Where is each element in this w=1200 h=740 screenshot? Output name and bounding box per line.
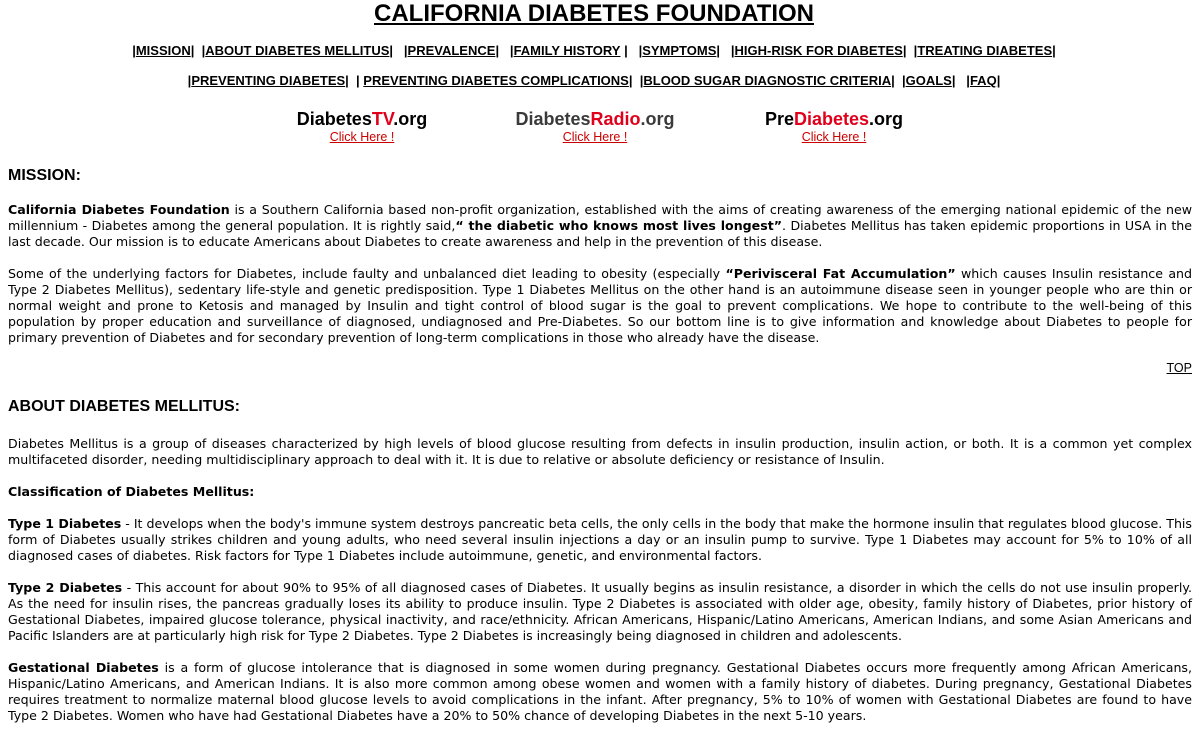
- nav-link-mission[interactable]: MISSION: [135, 43, 191, 58]
- nav-link-treating-diabetes[interactable]: TREATING DIABETES: [917, 43, 1053, 58]
- diabetestv-logo[interactable]: DiabetesTV.org: [296, 109, 428, 129]
- diabetestv-logo-block: [262, 109, 462, 145]
- nav-link-prevalence[interactable]: PREVALENCE: [407, 43, 496, 58]
- gestational-label: Gestational Diabetes: [8, 660, 159, 675]
- foundation-name: California Diabetes Foundation: [8, 202, 230, 217]
- nav-link-goals[interactable]: GOALS: [905, 73, 952, 88]
- diabetesradio-logo[interactable]: DiabetesRadio.org: [515, 109, 675, 129]
- back-to-top-link[interactable]: TOP: [1166, 361, 1192, 375]
- nav-row-2: |PREVENTING DIABETES| | PREVENTING DIABETES COMPLICATIONS| |BLOOD SUGAR DIAGNOSTIC CRITERIA| |GOALS| |FAQ|: [187, 73, 1001, 88]
- nav-link-family-history[interactable]: FAMILY HISTORY: [513, 43, 621, 58]
- type1-paragraph: Type 1 Diabetes - It develops when the body's immune system destroys pancreatic beta cells, the only cells in the body that make the hormone insulin that regulates blood glucose. This form of Diabetes usually strikes children and young adults, who need several insulin injections a day or an insulin pump to survive. Type 1 Diabetes may account for 5% to 10% of all diagnosed cases of diabetes. Risk factors for Type 1 Diabetes include autoimmune, genetic, and environmental factors.: [8, 516, 1192, 563]
- nav-link-symptoms[interactable]: SYMPTOMS: [642, 43, 717, 58]
- diabetesradio-logo-block: [495, 109, 695, 145]
- mission-quote: “ the diabetic who knows most lives longest”: [455, 218, 783, 233]
- prediabetes-logo[interactable]: PreDiabetes.org: [764, 109, 904, 129]
- about-heading: ABOUT DIABETES MELLITUS:: [8, 398, 240, 415]
- nav-link-blood-sugar-criteria[interactable]: BLOOD SUGAR DIAGNOSTIC CRITERIA: [643, 73, 892, 88]
- nav-row-1: |MISSION| |ABOUT DIABETES MELLITUS| |PREVALENCE| |FAMILY HISTORY | |SYMPTOMS| |HIGH-RISK FOR DIABETES| |TREATING DIABETES|: [132, 43, 1056, 58]
- type2-label: Type 2 Diabetes: [8, 580, 123, 595]
- nav-link-about-diabetes-mellitus[interactable]: ABOUT DIABETES MELLITUS: [205, 43, 390, 58]
- classification-heading: Classification of Diabetes Mellitus:: [8, 484, 255, 499]
- about-paragraph-1: Diabetes Mellitus is a group of diseases characterized by high levels of blood glucose resulting from defects in insulin production, insulin action, or both. It is a common yet complex multifaceted disorder, needing multidisciplinary approach to deal with it. It is due to relative or absolute deficiency or resistance of Insulin.: [8, 436, 1192, 467]
- type1-label: Type 1 Diabetes: [8, 516, 122, 531]
- nav-link-faq[interactable]: FAQ: [969, 73, 997, 88]
- nav-link-preventing-diabetes[interactable]: PREVENTING DIABETES: [191, 73, 346, 88]
- perivisceral-quote: “Perivisceral Fat Accumulation”: [725, 266, 956, 281]
- diabetesradio-click-link[interactable]: Click Here !: [562, 130, 628, 144]
- page-title: CALIFORNIA DIABETES FOUNDATION: [374, 0, 814, 27]
- diabetestv-click-link[interactable]: Click Here !: [329, 130, 395, 144]
- gestational-paragraph: Gestational Diabetes is a form of glucose intolerance that is diagnosed in some women during pregnancy. Gestational Diabetes occurs more frequently among African Americans, Hispanic/Latino Americans, and American Indians. It is also more common among obese women and women with a family history of diabetes. During pregnancy, Gestational Diabetes requires treatment to normalize maternal blood glucose levels to avoid complications in the infant. After pregnancy, 5% to 10% of women with Gestational Diabetes are found to have Type 2 Diabetes. Women who have had Gestational Diabetes have a 20% to 50% chance of developing Diabetes in the next 5-10 years.: [8, 660, 1192, 723]
- mission-paragraph-1: California Diabetes Foundation is a Southern California based non-profit organization, established with the aims of creating awareness of the emerging national epidemic of the new millennium - Diabetes among the general population. It is rightly said,“ the diabetic who knows most lives longest”. Diabetes Mellitus has taken epidemic proportions in USA in the last decade. Our mission is to educate Americans about Diabetes to create awareness and help in the prevention of this disease.: [8, 202, 1192, 249]
- type2-paragraph: Type 2 Diabetes - This account for about 90% to 95% of all diagnosed cases of Diabetes. It usually begins as insulin resistance, a disorder in which the cells do not use insulin properly. As the need for insulin rises, the pancreas gradually loses its ability to produce insulin. Type 2 Diabetes is associated with older age, obesity, family history of Diabetes, prior history of Gestational Diabetes, impaired glucose tolerance, physical inactivity, and race/ethnicity. African Americans, Hispanic/Latino Americans, American Indians, and some Asian Americans and Pacific Islanders are at particularly high risk for Type 2 Diabetes. Type 2 Diabetes is increasingly being diagnosed in children and adolescents.: [8, 580, 1193, 643]
- prediabetes-logo-block: [734, 109, 934, 145]
- prediabetes-click-link[interactable]: Click Here !: [801, 130, 867, 144]
- mission-paragraph-2: Some of the underlying factors for Diabetes, include faulty and unbalanced diet leading to obesity (especially “Perivisceral Fat Accumulation” which causes Insulin resistance and Type 2 Diabetes Mellitus), sedentary life-style and genetic predisposition. Type 1 Diabetes Mellitus on the other hand is an autoimmune disease seen in younger people who are thin or normal weight and prone to Ketosis and managed by Insulin and tight control of blood sugar is the goal to prevent complications. We hope to contribute to the well-being of this population by proper education and surveillance of diagnosed, undiagnosed and Pre-Diabetes. So our bottom line is to give information and knowledge about Diabetes to people for primary prevention of Diabetes and for secondary prevention of long-term complications in those who already have the disease.: [8, 266, 1193, 345]
- mission-heading: MISSION:: [8, 167, 81, 184]
- nav-link-high-risk[interactable]: HIGH-RISK FOR DIABETES: [734, 43, 903, 58]
- nav-link-preventing-complications[interactable]: PREVENTING DIABETES COMPLICATIONS: [363, 73, 629, 88]
